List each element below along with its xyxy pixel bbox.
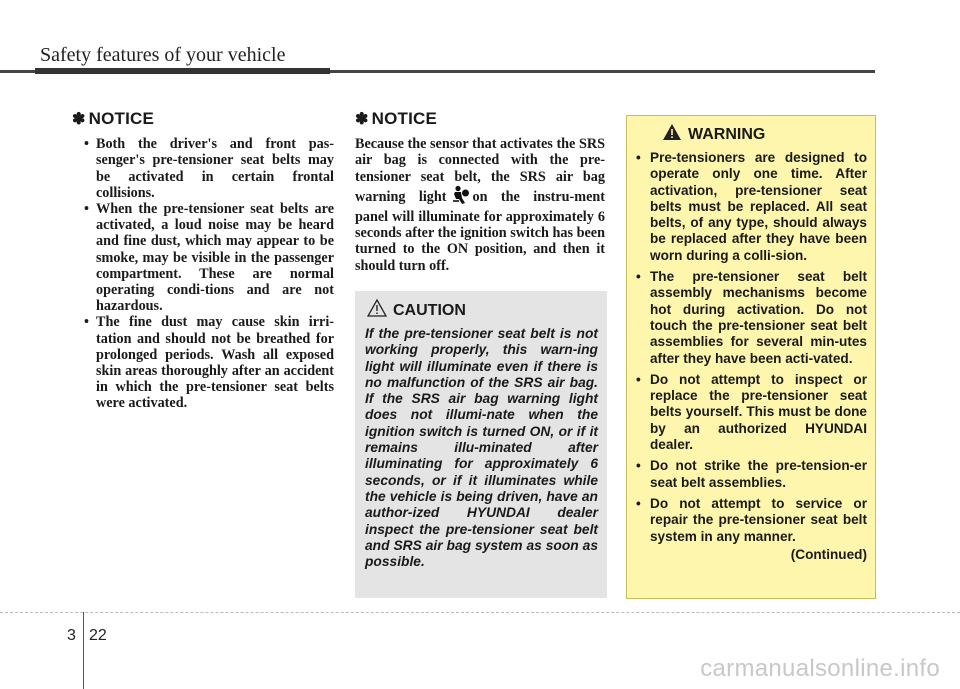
page-number: 22	[89, 627, 107, 644]
page-header-title: Safety features of your vehicle	[40, 44, 286, 66]
header-rule-accent	[35, 68, 330, 74]
caution-body: If the pre-tensioner seat belt is not working properly, this warn-ing light will illuminate even if there is no malfunction of the SRS air bag. If the SRS air bag warning light does not illumi-nate when the ignition switch is turned ON, or if it remains illu-minated after illuminating for approximately 6 seconds, or if it illuminates while the vehicle is being driven, have an author-ized HYUNDAI dealer inspect the pre-tensioner seat belt and SRS air bag system as soon as possible.	[365, 326, 598, 570]
notice-1-list	[72, 136, 334, 411]
warning-bullet: • The pre-tensioner seat belt assembly mechanisms become hot during activation. Do not touch the pre-tensioner seat belt assemblies for several min-utes after they have been acti-vated.	[636, 269, 867, 366]
warning-bullet: • Do not attempt to inspect or replace the pre-tensioner seat belts yourself. This must be done by an authorized HYUNDAI dealer.	[636, 371, 867, 453]
notice-star-icon: ✽	[355, 111, 369, 128]
notice-heading-1: ✽ NOTICE	[72, 109, 155, 128]
notice-1-bullet: • The fine dust may cause skin irri-tation and should not be breathed for prolonged periods. Wash all exposed skin areas thoroughly after an accident in which the pre-tensioner seat belts were activated.	[84, 314, 334, 412]
footer-vertical-divider	[83, 612, 84, 689]
warning-bullet: • Do not attempt to service or repair the pre-tensioner seat belt system in any manner.	[636, 495, 867, 544]
continued-label: (Continued)	[790, 546, 867, 562]
notice-star-icon: ✽	[72, 111, 86, 128]
warning-box	[626, 115, 876, 599]
warning-bullet: • Pre-tensioners are designed to operate only one time. After activation, pre-tensioner seat belts must be replaced. All seat belts, of any type, should always be replaced after they have been worn during a colli-sion.	[636, 150, 867, 263]
caution-box	[355, 291, 607, 598]
notice-heading-2: ✽ NOTICE	[355, 109, 438, 128]
caution-title: CAUTION	[367, 299, 598, 322]
airbag-warning-icon	[450, 185, 470, 209]
warning-triangle-icon	[662, 123, 682, 146]
warning-title: WARNING	[662, 123, 867, 146]
caution-triangle-icon	[367, 299, 387, 322]
watermark: carmanualsonline.info	[700, 655, 940, 682]
notice-2-paragraph: Because the sensor that activates the SRS air bag is connected with the pre-tensioner seat belt, the SRS air bag warning light on the instru-ment panel will illuminate for approximately 6 seconds after the ignition switch has been turned to the ON position, and then it should turn off.	[355, 136, 606, 274]
notice-1-bullet: • When the pre-tensioner seat belts are activated, a loud noise may be heard and fine dust, which may appear to be smoke, may be visible in the passenger compartment. These are normal operating condi-tions and are not hazardous.	[84, 201, 334, 315]
chapter-number: 3	[67, 627, 76, 644]
footer-divider	[0, 612, 960, 613]
notice-section-2	[355, 111, 605, 274]
notice-1-bullet: • Both the driver's and front pas-senger's pre-tensioner seat belts may be activated in certain frontal collisions.	[84, 136, 334, 201]
notice-section-1	[72, 111, 334, 412]
warning-bullet: • Do not strike the pre-tension-er seat belt assemblies.	[636, 458, 867, 490]
warning-list	[636, 150, 867, 545]
